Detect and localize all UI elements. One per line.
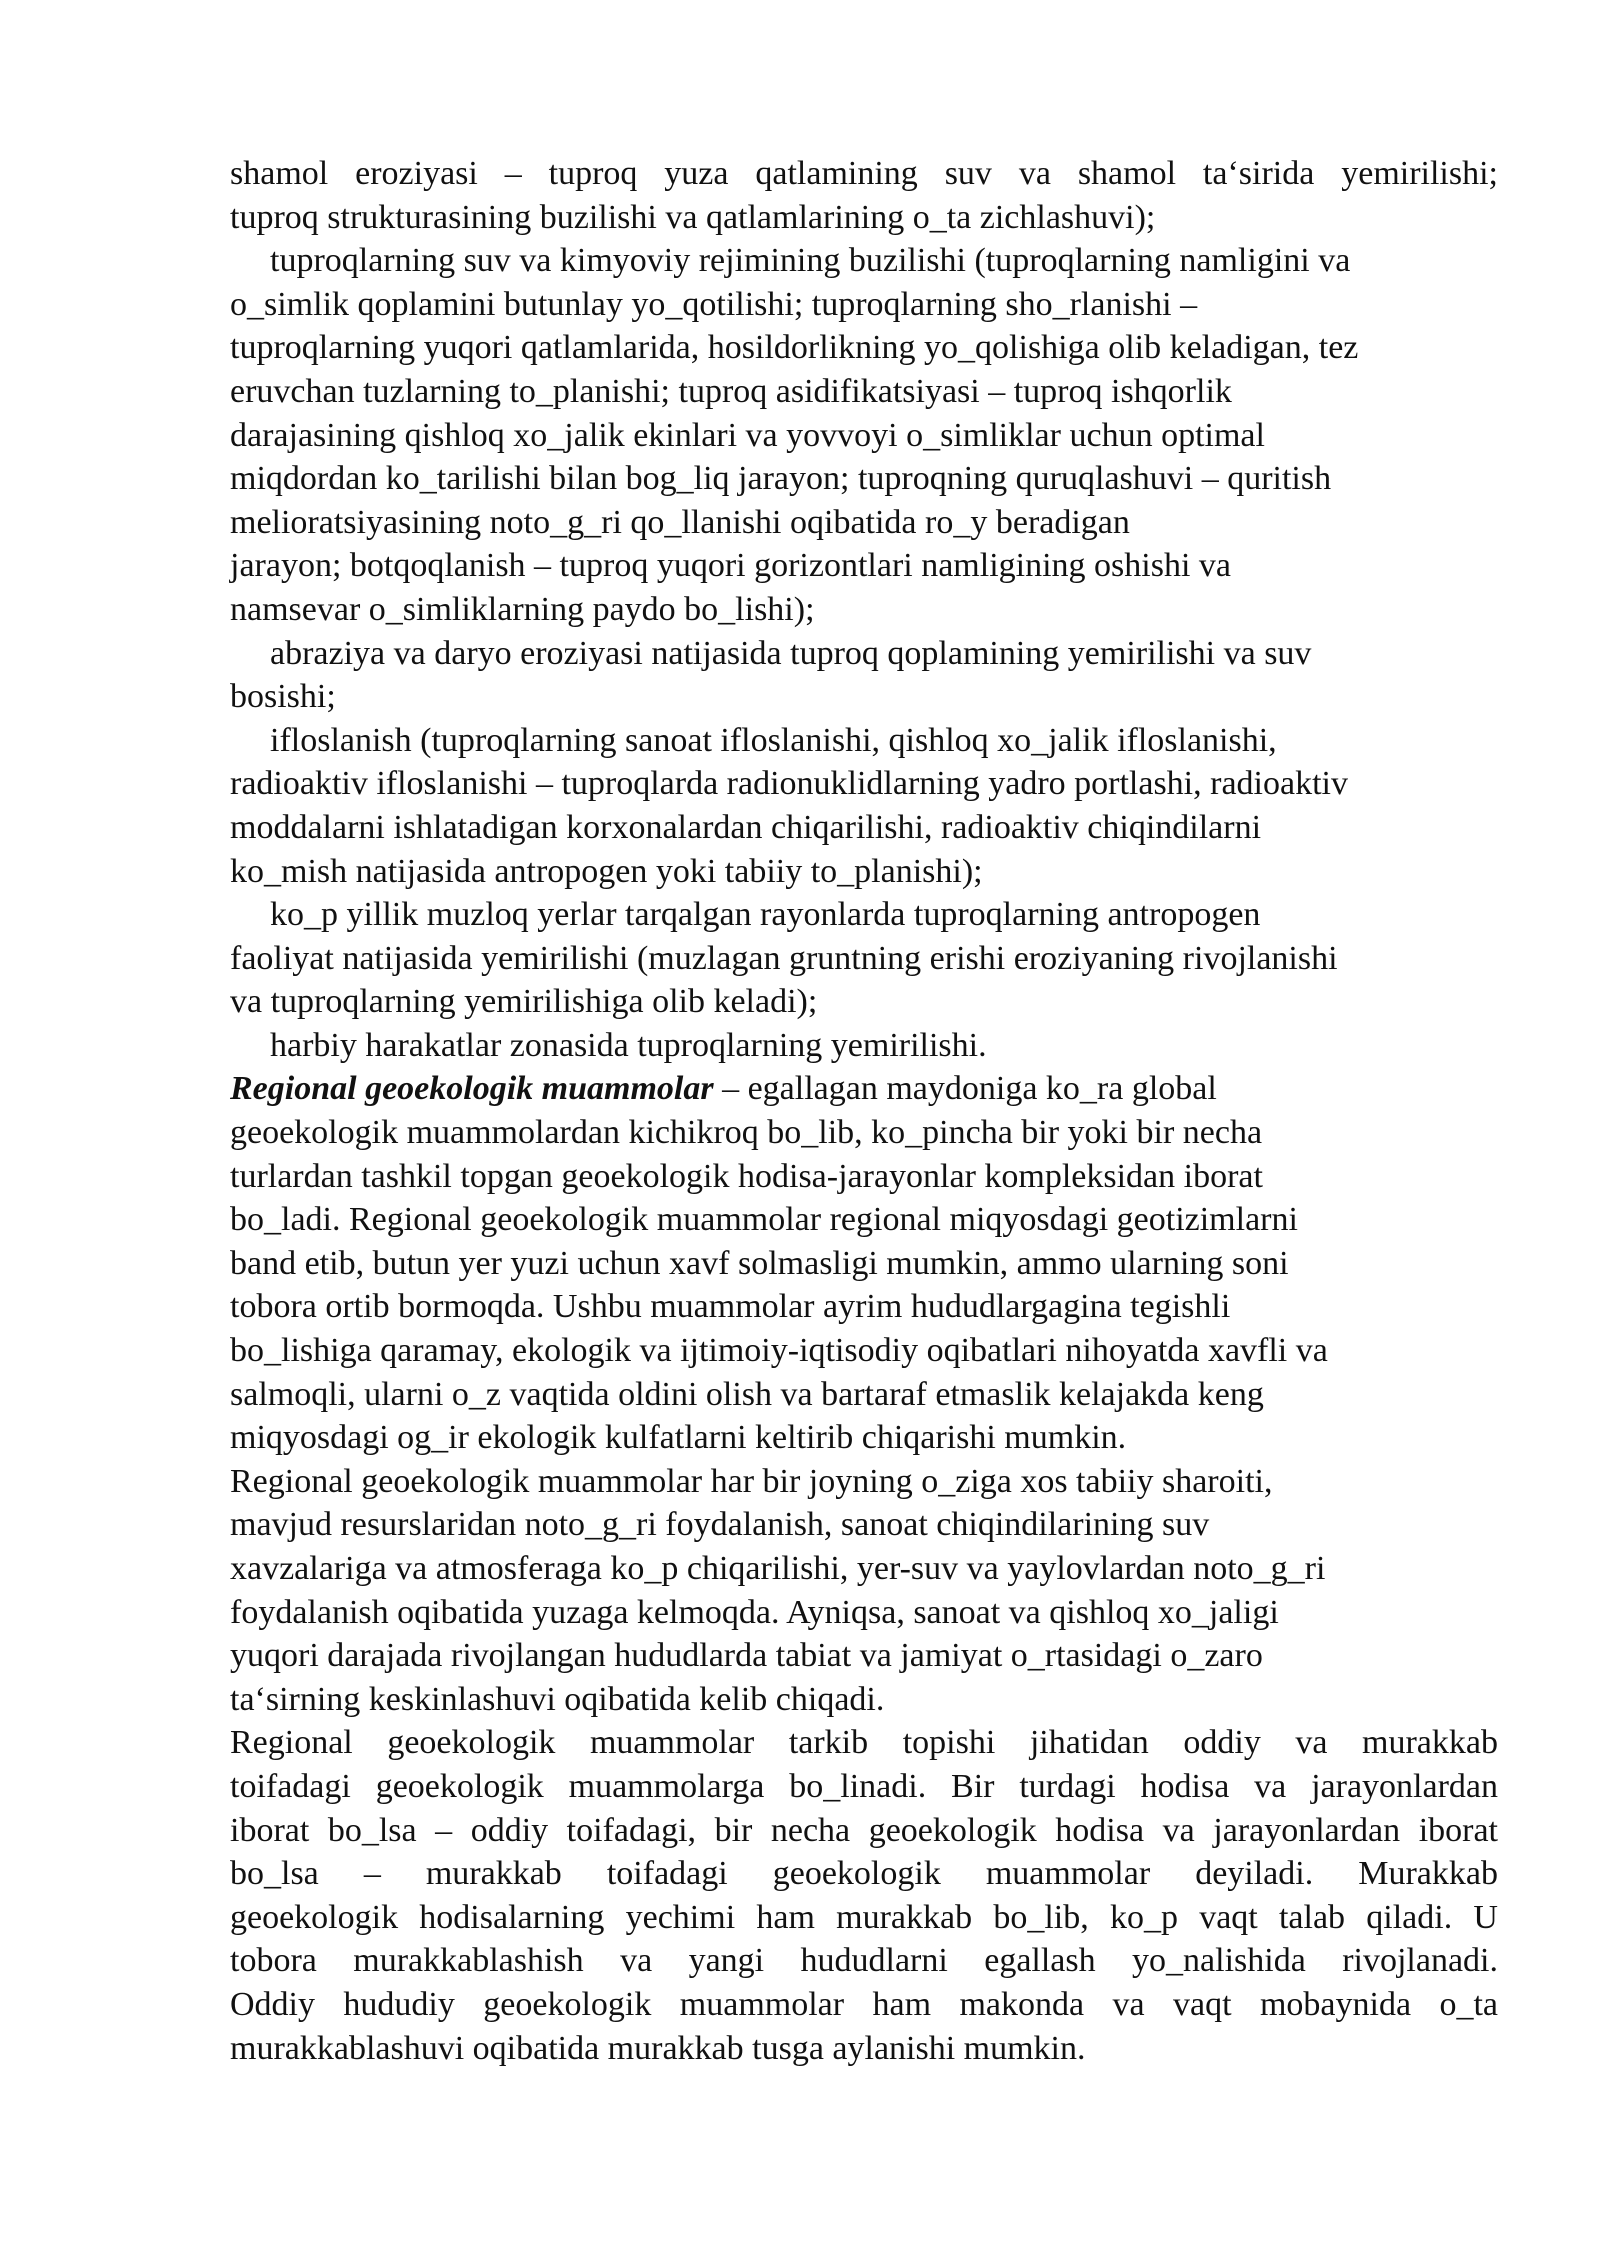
defined-term: Regional geoekologik muammolar	[230, 1070, 714, 1108]
paragraph-regional-definition	[230, 1067, 1498, 1459]
text-line: geoekologik hodisalarning yechimi ham murakkab bo_lib, ko_p vaqt talab qiladi. U	[230, 1898, 1498, 1936]
document-page	[230, 152, 1498, 2070]
text-line: foydalanish oqibatida yuzaga kelmoqda. Ayniqsa, sanoat va qishloq xo_jaligi	[230, 1593, 1279, 1631]
text-line: murakkablashuvi oqibatida murakkab tusga aylanishi mumkin.	[230, 2029, 1086, 2067]
text-line: ta‘sirning keskinlashuvi oqibatida kelib chiqadi.	[230, 1680, 885, 1718]
text-line: va tuproqlarning yemirilishiga olib keladi);	[230, 983, 818, 1021]
text-line: miqyosdagi og_ir ekologik kulfatlarni keltirib chiqarishi mumkin.	[230, 1419, 1127, 1457]
text-line: miqdordan ko_tarilishi bilan bog_liq jarayon; tuproqning quruqlashuvi – quritish	[230, 460, 1332, 498]
text-line: tobora ortib bormoqda. Ushbu muammolar ayrim hududlargagina tegishli	[230, 1288, 1231, 1326]
text-line: tuproqlarning yuqori qatlamlarida, hosildorlikning yo_qolishiga olib keladigan, tez	[230, 329, 1359, 367]
text-line: faoliyat natijasida yemirilishi (muzlagan gruntning erishi eroziyaning rivojlanishi	[230, 939, 1338, 977]
text-line: tobora murakkablashish va yangi hududlarni egallash yo_nalishida rivojlanadi.	[230, 1942, 1498, 1980]
text-line: namsevar o_simliklarning paydo bo_lishi);	[230, 590, 815, 628]
paragraph-permafrost	[230, 893, 1498, 1024]
paragraph-pollution	[230, 719, 1498, 893]
text-line: bo_lishiga qaramay, ekologik va ijtimoiy-iqtisodiy oqibatlari nihoyatda xavfli va	[230, 1332, 1328, 1370]
text-line: bosishi;	[230, 678, 336, 716]
text-line: turlardan tashkil topgan geoekologik hodisa-jarayonlar kompleksidan iborat	[230, 1157, 1263, 1195]
text-line: radioaktiv ifloslanishi – tuproqlarda radionuklidlarning yadro portlashi, radioaktiv	[230, 765, 1348, 803]
text-line	[230, 1067, 1498, 1111]
text-line: salmoqli, ularni o_z vaqtida oldini olish va bartaraf etmaslik kelajakda keng	[230, 1375, 1264, 1413]
text-line: tuproq strukturasining buzilishi va qatlamlarining o_ta zichlashuvi);	[230, 198, 1156, 236]
text-line: harbiy harakatlar zonasida tuproqlarning yemirilishi.	[270, 1026, 987, 1064]
text-line: Oddiy hududiy geoekologik muammolar ham makonda va vaqt mobaynida o_ta	[230, 1985, 1498, 2023]
text-line: melioratsiyasining noto_g_ri qo_llanishi oqibatida ro_y beradigan	[230, 503, 1130, 541]
paragraph-abrasion	[230, 632, 1498, 719]
text-line: darajasining qishloq xo_jalik ekinlari va yovvoyi o_simliklar uchun optimal	[230, 416, 1265, 454]
text-line: moddalarni ishlatadigan korxonalardan chiqarilishi, radioaktiv chiqindilarni	[230, 808, 1262, 846]
text-line: Regional geoekologik muammolar har bir joyning o_ziga xos tabiiy sharoiti,	[230, 1462, 1273, 1500]
text-line: ko_mish natijasida antropogen yoki tabiiy to_planishi);	[230, 852, 983, 890]
text-line: toifadagi geoekologik muammolarga bo_linadi. Bir turdagi hodisa va jarayonlardan	[230, 1767, 1498, 1805]
paragraph-erosion	[230, 152, 1498, 239]
text-run: – egallagan maydoniga ko_ra global	[713, 1070, 1217, 1108]
text-line: tuproqlarning suv va kimyoviy rejimining buzilishi (tuproqlarning namligini va	[270, 242, 1351, 280]
paragraph-soil-regime	[230, 239, 1498, 631]
text-line: o_simlik qoplamini butunlay yo_qotilishi; tuproqlarning sho_rlanishi –	[230, 285, 1198, 323]
text-line: ko_p yillik muzloq yerlar tarqalgan rayonlarda tuproqlarning antropogen	[270, 896, 1261, 934]
text-line: shamol eroziyasi – tuproq yuza qatlamining suv va shamol ta‘sirida yemirilishi;	[230, 155, 1498, 192]
text-line: Regional geoekologik muammolar tarkib topishi jihatidan oddiy va murakkab	[230, 1724, 1498, 1762]
text-line: eruvchan tuzlarning to_planishi; tuproq asidifikatsiyasi – tuproq ishqorlik	[230, 372, 1232, 410]
text-line: ifloslanish (tuproqlarning sanoat ifloslanishi, qishloq xo_jalik ifloslanishi,	[270, 721, 1277, 759]
text-line: bo_ladi. Regional geoekologik muammolar regional miqyosdagi geotizimlarni	[230, 1201, 1298, 1239]
text-line: abraziya va daryo eroziyasi natijasida tuproq qoplamining yemirilishi va suv	[270, 634, 1312, 672]
text-line: bo_lsa – murakkab toifadagi geoekologik muammolar deyiladi. Murakkab	[230, 1855, 1498, 1893]
paragraph-military	[230, 1024, 1498, 1068]
text-line: jarayon; botqoqlanish – tuproq yuqori gorizontlari namligining oshishi va	[230, 547, 1231, 585]
paragraph-regional-causes	[230, 1460, 1498, 1722]
paragraph-regional-types	[230, 1721, 1498, 2070]
text-line: band etib, butun yer yuzi uchun xavf solmasligi mumkin, ammo ularning soni	[230, 1244, 1289, 1282]
text-line: mavjud resurslaridan noto_g_ri foydalanish, sanoat chiqindilarining suv	[230, 1506, 1210, 1544]
text-line: yuqori darajada rivojlangan hududlarda tabiat va jamiyat o_rtasidagi o_zaro	[230, 1637, 1263, 1675]
text-line: geoekologik muammolardan kichikroq bo_lib, ko_pincha bir yoki bir necha	[230, 1114, 1263, 1152]
text-line: iborat bo_lsa – oddiy toifadagi, bir necha geoekologik hodisa va jarayonlardan iborat	[230, 1811, 1498, 1849]
text-line: xavzalariga va atmosferaga ko_p chiqarilishi, yer-suv va yaylovlardan noto_g_ri	[230, 1550, 1326, 1587]
